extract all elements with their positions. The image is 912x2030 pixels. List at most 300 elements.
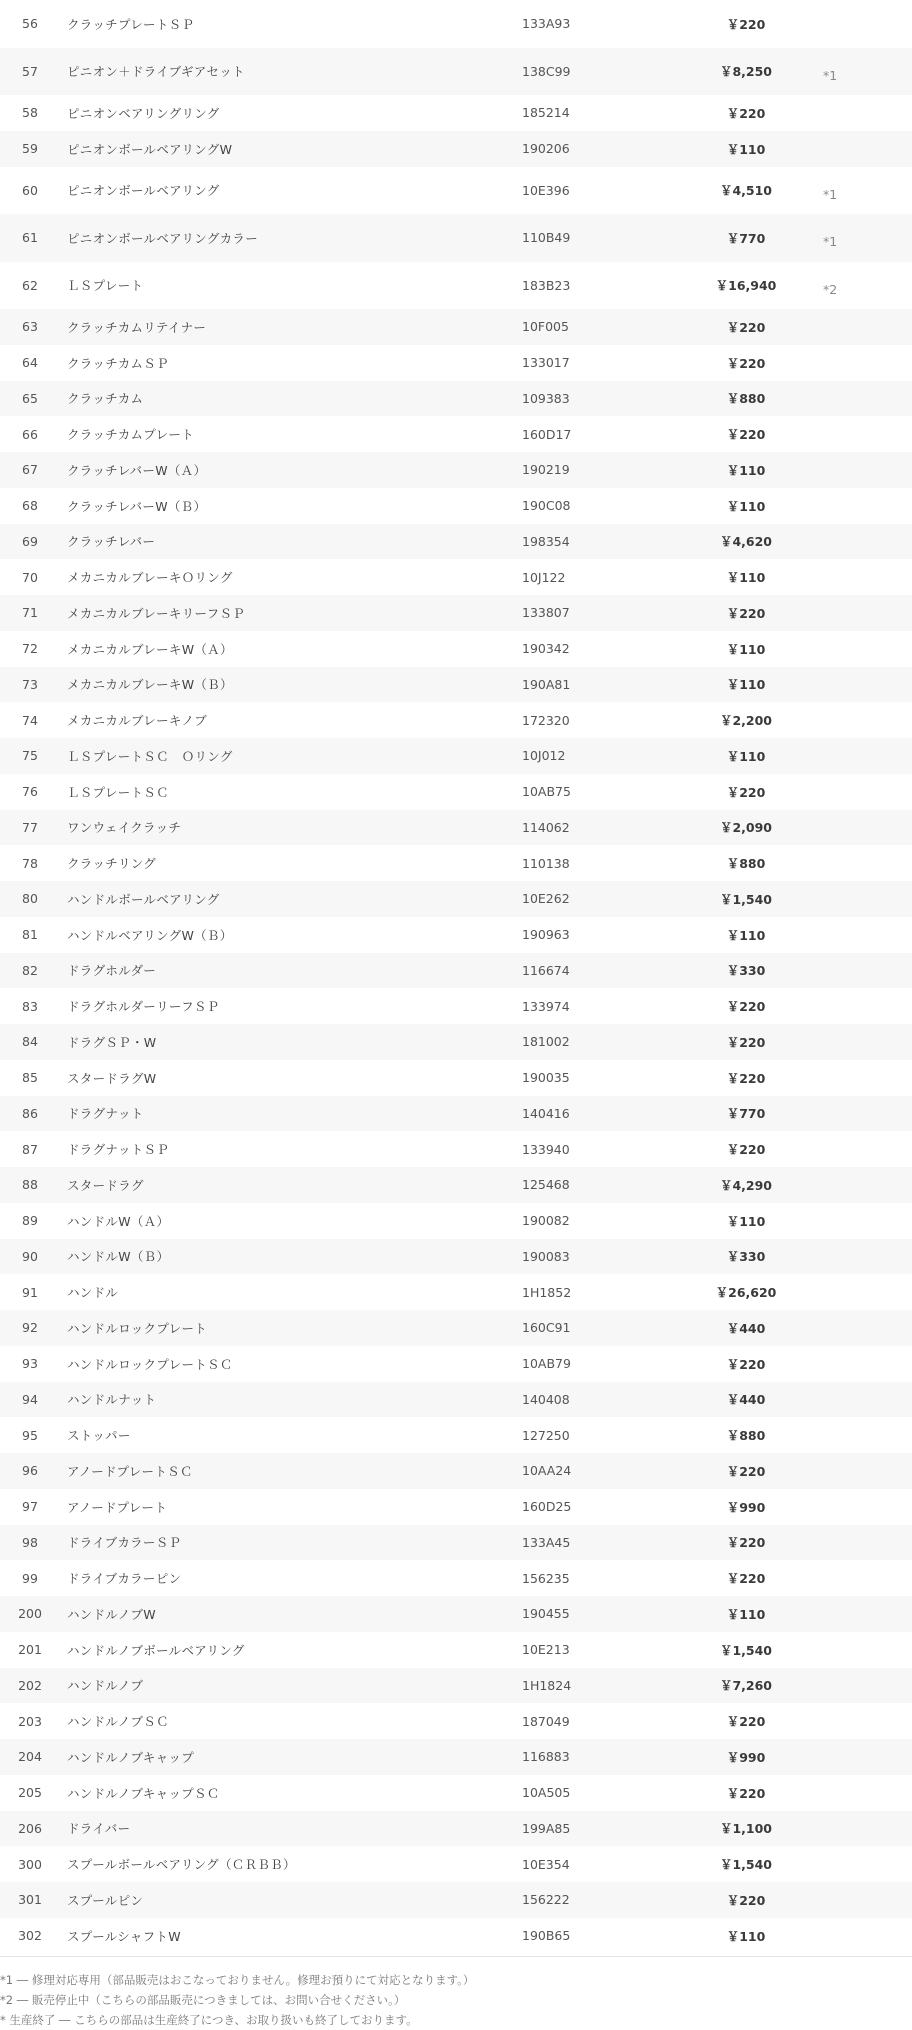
part-code-cell [522,131,671,167]
part-code-cell [522,488,671,524]
part-number-cell [0,48,60,96]
part-name-text: ハンドルW（Ａ） [67,1213,170,1229]
part-price-text: ￥26,620 [715,1285,777,1301]
part-name-cell [60,1131,522,1167]
part-price-text: ￥4,620 [719,534,773,550]
part-name-text: クラッチレバーW（Ｂ） [67,498,207,514]
part-code-text: 156235 [522,1570,570,1586]
part-number-cell [0,881,60,917]
part-code-text: 190035 [522,1070,570,1086]
table-row [0,48,912,96]
part-note-cell [821,1382,912,1418]
table-row [0,1131,912,1167]
part-price-text: ￥1,100 [719,1821,773,1837]
part-code-text: 10J122 [522,569,566,585]
table-row [0,524,912,560]
part-price-cell [671,1060,821,1096]
part-price-cell [671,1739,821,1775]
part-price-cell [671,309,821,345]
part-note-cell [821,845,912,881]
part-note-cell [821,1096,912,1132]
part-price-text: ￥110 [726,1928,766,1944]
part-name-cell [60,524,522,560]
part-price-cell [671,0,821,48]
part-code-text: 125468 [522,1177,570,1193]
part-note-cell [821,131,912,167]
part-note-cell [821,1131,912,1167]
part-code-cell [522,1060,671,1096]
part-name-cell [60,1203,522,1239]
table-row [0,1453,912,1489]
part-code-cell [522,702,671,738]
part-number-text: 71 [22,605,38,621]
part-price-cell [671,1703,821,1739]
part-number-text: 86 [22,1105,38,1121]
part-number-text: 80 [22,891,38,907]
part-price-cell [671,988,821,1024]
part-number-text: 72 [22,641,38,657]
part-number-cell [0,845,60,881]
part-note-cell [821,1560,912,1596]
table-row [0,1417,912,1453]
part-number-text: 60 [22,182,38,198]
part-price-cell [671,95,821,131]
part-name-text: クラッチカムリテイナー [67,319,207,335]
table-row [0,1310,912,1346]
part-number-cell [0,1060,60,1096]
part-number-cell [0,0,60,48]
part-price-text: ￥4,290 [719,1177,773,1193]
part-name-text: ストッパー [67,1428,131,1444]
part-code-text: 190963 [522,927,570,943]
table-row [0,167,912,215]
part-note-cell [821,1239,912,1275]
part-number-text: 74 [22,712,38,728]
part-name-cell [60,0,522,48]
part-number-text: 67 [22,462,38,478]
part-name-text: ドラグホルダー [67,963,157,979]
part-note-cell [821,1703,912,1739]
part-price-cell [671,1203,821,1239]
part-price-text: ￥220 [726,1571,766,1587]
table-row [0,1632,912,1668]
part-number-text: 65 [22,390,38,406]
part-code-text: 116674 [522,962,570,978]
part-number-cell [0,559,60,595]
part-name-cell [60,953,522,989]
part-name-text: ピニオンボールベアリング [67,183,220,199]
part-number-cell [0,167,60,215]
part-code-cell [522,917,671,953]
part-name-cell [60,214,522,262]
part-name-text: スプールシャフトW [67,1928,181,1944]
part-name-cell [60,1417,522,1453]
part-number-text: 70 [22,569,38,585]
part-price-cell [671,702,821,738]
part-name-text: ピニオンボールベアリングカラー [67,230,259,246]
part-name-cell [60,1811,522,1847]
part-price-text: ￥110 [726,677,766,693]
part-price-cell [671,1024,821,1060]
part-number-cell [0,738,60,774]
part-name-text: ドラグナットＳＰ [67,1142,170,1158]
part-price-cell [671,559,821,595]
part-name-text: ドライブカラーＳＰ [67,1535,182,1551]
part-price-text: ￥2,090 [719,820,773,836]
part-price-cell [671,262,821,310]
part-code-cell [522,1489,671,1525]
part-name-text: クラッチレバー [67,534,156,550]
part-note-cell [821,1024,912,1060]
part-name-cell [60,1560,522,1596]
part-price-text: ￥220 [726,16,766,32]
part-number-cell [0,953,60,989]
part-price-text: ￥770 [726,230,766,246]
part-code-text: 190B65 [522,1928,571,1944]
part-code-text: 190083 [522,1248,570,1264]
part-name-cell [60,1739,522,1775]
part-name-text: メカニカルブレーキノブ [67,713,208,729]
part-name-text: ドラグナット [67,1106,144,1122]
part-name-cell [60,667,522,703]
part-name-cell [60,595,522,631]
part-price-text: ￥7,260 [719,1678,773,1694]
table-row [0,1560,912,1596]
table-row [0,845,912,881]
part-price-cell [671,214,821,262]
part-price-text: ￥110 [726,748,766,764]
footnote-3: * 生産終了 ― こちらの部品は生産終了につき、お取り扱いも終了しております。 [0,2012,418,2027]
part-code-text: 10E213 [522,1642,570,1658]
part-name-cell [60,381,522,417]
part-price-text: ￥110 [726,570,766,586]
part-number-text: 302 [18,1928,42,1944]
part-code-text: 110B49 [522,230,571,246]
part-code-text: 133A93 [522,16,571,32]
part-price-text: ￥220 [726,427,766,443]
part-name-cell [60,1918,522,1954]
part-name-text: クラッチカム [67,391,144,407]
part-code-cell [522,845,671,881]
part-number-cell [0,524,60,560]
part-price-text: ￥880 [726,391,766,407]
part-code-cell [522,1596,671,1632]
part-price-cell [671,1239,821,1275]
part-code-text: 140416 [522,1105,570,1121]
part-code-cell [522,1775,671,1811]
part-price-text: ￥880 [726,1428,766,1444]
table-row [0,631,912,667]
part-price-text: ￥990 [726,1749,766,1765]
part-price-text: ￥440 [726,1320,766,1336]
part-price-cell [671,1346,821,1382]
part-name-cell [60,1668,522,1704]
part-number-cell [0,214,60,262]
part-number-text: 59 [22,141,38,157]
part-code-cell [522,1024,671,1060]
table-row [0,1525,912,1561]
part-code-text: 10E396 [522,182,570,198]
part-name-text: メカニカルブレーキW（Ｂ） [67,677,233,693]
part-code-cell [522,167,671,215]
part-number-text: 69 [22,533,38,549]
part-number-cell [0,1882,60,1918]
part-code-text: 10E262 [522,891,570,907]
part-number-text: 200 [18,1606,42,1622]
part-number-cell [0,1703,60,1739]
part-price-text: ￥330 [726,1249,766,1265]
part-name-cell [60,452,522,488]
part-number-cell [0,416,60,452]
part-name-text: ピニオン＋ドライブギアセット [67,64,245,80]
part-name-text: クラッチリング [67,856,157,872]
part-number-text: 61 [22,230,38,246]
part-price-text: ￥990 [726,1499,766,1515]
part-price-text: ￥220 [726,784,766,800]
part-code-text: 138C99 [522,63,571,79]
part-name-text: ハンドル [67,1285,119,1301]
part-price-text: ￥220 [726,605,766,621]
table-row [0,416,912,452]
part-note-cell [821,1489,912,1525]
part-price-cell [671,1668,821,1704]
part-number-text: 203 [18,1713,42,1729]
part-name-cell [60,262,522,310]
part-code-cell [522,214,671,262]
part-name-cell [60,1274,522,1310]
part-price-text: ￥110 [726,641,766,657]
part-name-text: ハンドルロックプレート [67,1320,208,1336]
part-code-cell [522,1882,671,1918]
part-price-text: ￥1,540 [719,1857,773,1873]
part-price-cell [671,1417,821,1453]
part-note-cell [821,1632,912,1668]
part-number-cell [0,631,60,667]
part-code-text: 10J012 [522,748,566,764]
part-number-text: 96 [22,1463,38,1479]
part-note-cell [821,1596,912,1632]
part-price-text: ￥330 [726,963,766,979]
part-number-cell [0,988,60,1024]
part-name-cell [60,988,522,1024]
part-number-text: 205 [18,1785,42,1801]
part-price-cell [671,1632,821,1668]
part-price-cell [671,1310,821,1346]
part-number-cell [0,1382,60,1418]
part-number-cell [0,1632,60,1668]
part-price-cell [671,1096,821,1132]
part-price-cell [671,917,821,953]
part-note-text: *2 [823,281,838,297]
part-number-cell [0,774,60,810]
part-price-text: ￥220 [726,1070,766,1086]
part-code-text: 1H1852 [522,1284,572,1300]
part-code-text: 133A45 [522,1534,571,1550]
part-code-text: 160C91 [522,1320,571,1336]
table-row [0,0,912,48]
part-number-text: 92 [22,1320,38,1336]
part-price-text: ￥2,200 [719,713,773,729]
part-price-text: ￥220 [726,999,766,1015]
table-row [0,1203,912,1239]
part-code-text: 190219 [522,462,570,478]
part-note-cell [821,1811,912,1847]
part-note-cell [821,95,912,131]
part-price-cell [671,1489,821,1525]
part-name-cell [60,1525,522,1561]
part-code-text: 190A81 [522,676,571,692]
part-name-cell [60,1775,522,1811]
part-number-text: 68 [22,498,38,514]
part-note-cell [821,595,912,631]
part-number-cell [0,1489,60,1525]
part-code-text: 198354 [522,533,570,549]
part-number-text: 94 [22,1391,38,1407]
table-row [0,1167,912,1203]
table-row [0,1882,912,1918]
table-row [0,953,912,989]
part-code-text: 1H1824 [522,1677,572,1693]
part-name-cell [60,1489,522,1525]
part-note-cell [821,667,912,703]
part-code-cell [522,559,671,595]
part-price-text: ￥220 [726,1785,766,1801]
part-number-text: 88 [22,1177,38,1193]
part-number-text: 87 [22,1141,38,1157]
part-number-cell [0,1417,60,1453]
part-note-cell [821,167,912,215]
part-number-cell [0,1167,60,1203]
table-row [0,1811,912,1847]
part-number-cell [0,595,60,631]
part-number-cell [0,345,60,381]
part-price-text: ￥16,940 [715,278,777,294]
table-row [0,345,912,381]
part-price-text: ￥880 [726,856,766,872]
part-note-cell [821,452,912,488]
part-name-cell [60,810,522,846]
part-note-cell [821,1060,912,1096]
part-name-text: ハンドルノブボールベアリング [67,1642,245,1658]
part-name-text: メカニカルブレーキリーフＳＰ [67,605,246,621]
table-row [0,1346,912,1382]
part-name-text: ピニオンボールベアリングW [67,141,233,157]
part-note-cell [821,1882,912,1918]
table-row [0,452,912,488]
table-row [0,810,912,846]
part-code-text: 181002 [522,1034,570,1050]
part-code-text: 160D17 [522,426,572,442]
part-price-cell [671,1131,821,1167]
part-name-text: ハンドルノブキャップＳＣ [67,1785,220,1801]
part-number-text: 75 [22,748,38,764]
part-number-cell [0,1131,60,1167]
part-name-text: クラッチレバーW（Ａ） [67,462,207,478]
part-name-text: スプールボールベアリング（ＣＲＢＢ） [67,1857,296,1873]
part-price-text: ￥1,540 [719,891,773,907]
part-note-cell [821,416,912,452]
table-row [0,262,912,310]
table-row [0,595,912,631]
part-price-cell [671,452,821,488]
part-code-cell [522,1274,671,1310]
part-name-text: メカニカルブレーキW（Ａ） [67,641,233,657]
part-code-cell [522,881,671,917]
part-name-cell [60,1239,522,1275]
part-code-cell [522,1346,671,1382]
part-number-text: 202 [18,1677,42,1693]
part-number-cell [0,262,60,310]
part-code-text: 133017 [522,355,570,371]
part-price-cell [671,1882,821,1918]
part-note-cell [821,1918,912,1954]
part-note-cell [821,881,912,917]
part-number-text: 58 [22,105,38,121]
part-price-text: ￥220 [726,319,766,335]
part-code-cell [522,262,671,310]
part-name-cell [60,631,522,667]
part-name-text: ドラグＳＰ・W [67,1034,157,1050]
part-code-cell [522,774,671,810]
part-number-text: 84 [22,1034,38,1050]
part-name-text: ハンドルノブ [67,1678,144,1694]
part-code-cell [522,988,671,1024]
part-code-text: 10F005 [522,319,569,335]
part-price-text: ￥110 [726,462,766,478]
part-code-cell [522,1846,671,1882]
part-name-cell [60,738,522,774]
part-code-text: 187049 [522,1713,570,1729]
part-number-cell [0,1346,60,1382]
table-row [0,381,912,417]
part-name-cell [60,1453,522,1489]
table-row [0,1060,912,1096]
part-code-cell [522,1668,671,1704]
part-name-text: ハンドルノブキャップ [67,1749,195,1765]
part-name-text: スタードラグW [67,1070,157,1086]
part-price-text: ￥220 [726,1356,766,1372]
part-number-text: 99 [22,1570,38,1586]
part-number-cell [0,452,60,488]
part-note-cell [821,559,912,595]
part-name-cell [60,702,522,738]
part-number-text: 98 [22,1534,38,1550]
part-note-cell [821,774,912,810]
part-name-cell [60,131,522,167]
part-price-cell [671,488,821,524]
part-price-cell [671,953,821,989]
part-note-cell [821,214,912,262]
part-price-text: ￥110 [726,498,766,514]
footnote-1: *1 ― 修理対応専用（部品販売はおこなっておりません。修理お預りにて対応となります。） [0,1972,475,1987]
part-code-cell [522,381,671,417]
part-code-cell [522,1167,671,1203]
part-note-cell [821,810,912,846]
part-number-cell [0,1846,60,1882]
part-code-text: 190206 [522,141,570,157]
part-code-text: 190342 [522,641,570,657]
part-name-cell [60,917,522,953]
part-note-cell [821,381,912,417]
part-name-cell [60,1882,522,1918]
table-row [0,1274,912,1310]
part-code-cell [522,1417,671,1453]
part-code-cell [522,1632,671,1668]
part-code-cell [522,524,671,560]
part-code-cell [522,452,671,488]
part-note-text: *1 [823,186,838,202]
part-name-text: ハンドルベアリングW（Ｂ） [67,927,233,943]
